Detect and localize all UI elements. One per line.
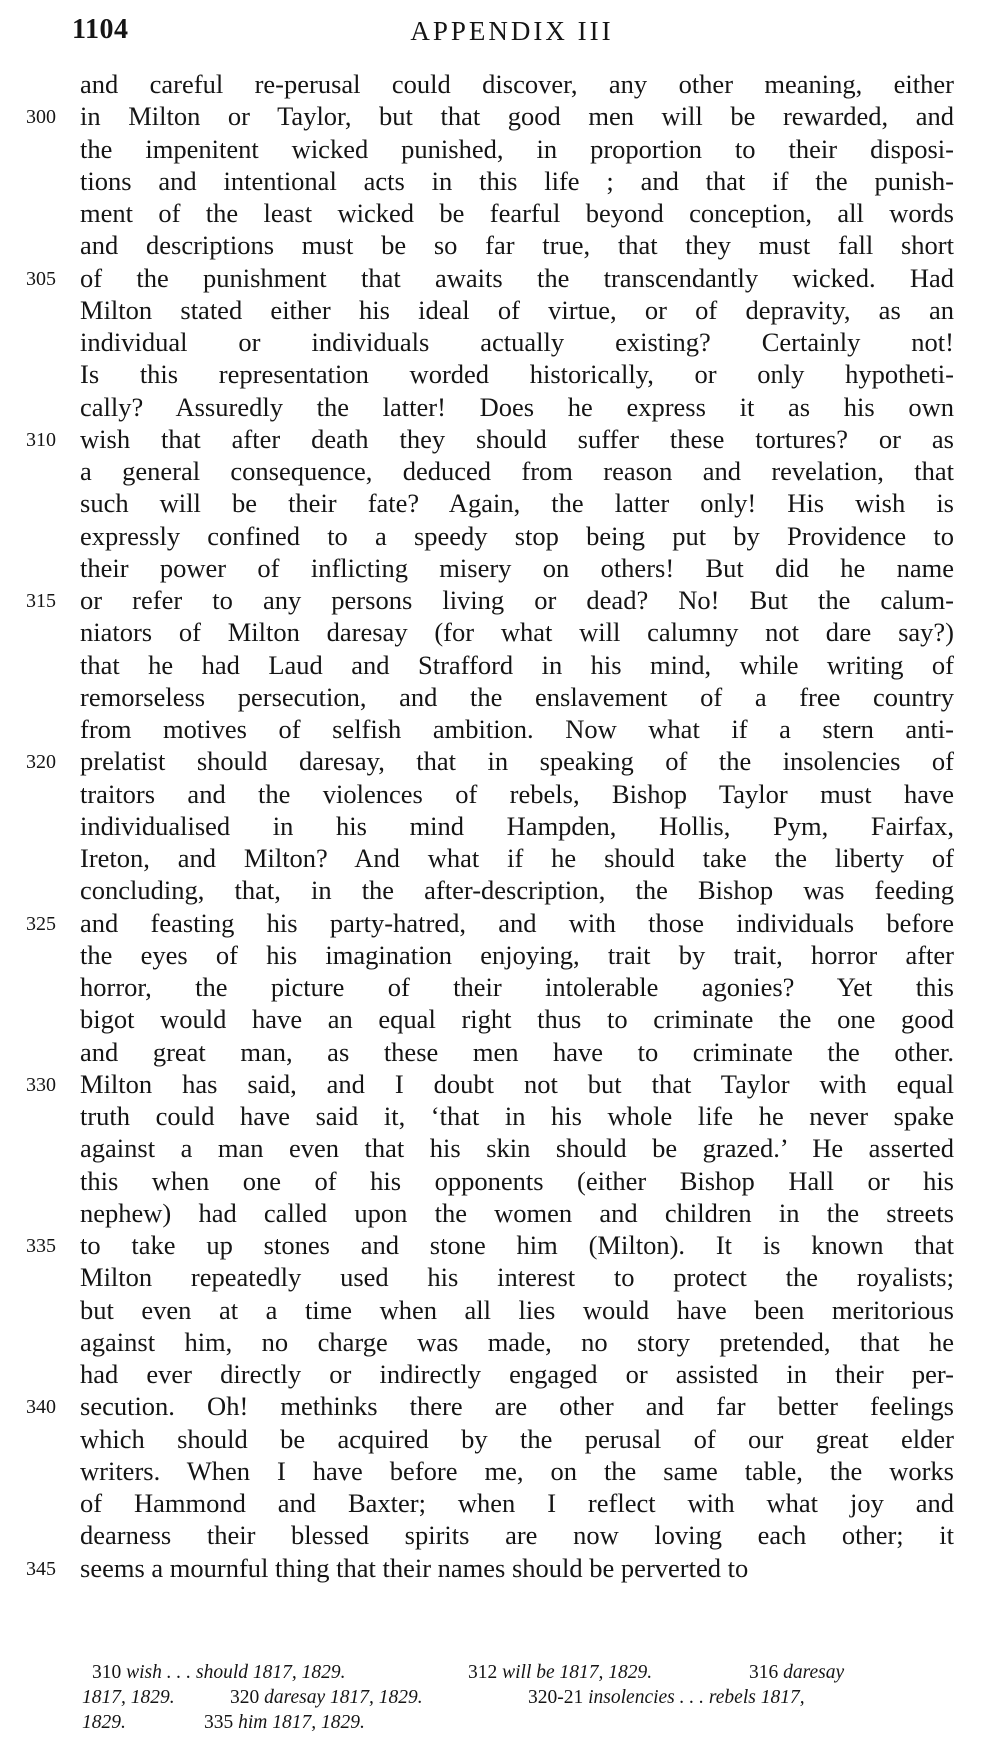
- note-320: 320 daresay 1817, 1829.: [230, 1687, 423, 1708]
- line-text: and feasting his party-hatred, and with those individuals before: [80, 907, 954, 938]
- line-text: writers. When I have before me, on the same table, the works: [80, 1455, 954, 1486]
- text-line: [80, 939, 954, 971]
- text-line: [80, 1423, 954, 1455]
- text-line: [26, 1229, 954, 1261]
- text-line: [80, 1100, 954, 1132]
- line-text: against a man even that his skin should be grazed.’ He asserted: [80, 1133, 954, 1164]
- line-text: and great man, as these men have to criminate the other.: [80, 1036, 954, 1067]
- text-line: [26, 584, 954, 616]
- running-head: APPENDIX III: [410, 16, 614, 46]
- line-number: 340: [26, 1396, 56, 1419]
- text-line: [80, 391, 954, 423]
- line-text: secution. Oh! methinks there are other and far better feelings: [80, 1391, 954, 1422]
- text-line: [26, 1068, 954, 1100]
- text-line: [80, 133, 954, 165]
- text-line: [26, 1390, 954, 1422]
- page-number: 1104: [72, 14, 129, 45]
- line-text: Milton repeatedly used his interest to protect the royalists;: [80, 1262, 954, 1293]
- note-335: 335 him 1817, 1829.: [204, 1712, 365, 1733]
- text-line: [80, 1036, 954, 1068]
- text-line: [80, 874, 954, 906]
- line-text: or refer to any persons living or dead? No! But the calum-: [80, 585, 954, 615]
- text-line: [80, 1487, 954, 1519]
- line-text: the impenitent wicked punished, in proportion to their disposi-: [80, 133, 954, 164]
- note-row: [92, 1660, 952, 1685]
- line-text: cally? Assuredly the latter! Does he express it as his own: [80, 391, 954, 422]
- text-line: [80, 713, 954, 745]
- line-text: this when one of his opponents (either Bishop Hall or his: [80, 1165, 954, 1196]
- text-line: [80, 197, 954, 229]
- text-line: [80, 1294, 954, 1326]
- line-text: which should be acquired by the perusal of our great elder: [80, 1423, 954, 1454]
- line-text: concluding, that, in the after-description, the Bishop was feeding: [80, 875, 954, 906]
- line-text: a general consequence, deduced from reason and revelation, that: [80, 456, 954, 486]
- text-line: [26, 423, 954, 455]
- line-number: 325: [26, 912, 56, 935]
- text-line: [80, 552, 954, 584]
- line-text: remorseless persecution, and the enslavement of a free country: [80, 681, 954, 712]
- note-316: 316 daresay: [749, 1662, 845, 1683]
- text-line: [80, 1519, 954, 1551]
- line-text: traitors and the violences of rebels, Bishop Taylor must have: [80, 778, 954, 809]
- text-line: [80, 616, 954, 648]
- line-text: their power of inflicting misery on others! But did he name: [80, 552, 954, 583]
- note-316-cont: 1817, 1829.: [82, 1687, 175, 1708]
- line-text: nephew) had called upon the women and children in the streets: [80, 1197, 954, 1228]
- line-number: 305: [26, 267, 56, 290]
- line-number: 310: [26, 428, 56, 451]
- text-line: [26, 1552, 954, 1584]
- note-312: 312 will be 1817, 1829.: [468, 1662, 653, 1683]
- text-line: [80, 810, 954, 842]
- text-line: [26, 907, 954, 939]
- text-line: [80, 1003, 954, 1035]
- line-text: of the punishment that awaits the transcendantly wicked. Had: [80, 262, 954, 293]
- text-line: [80, 971, 954, 1003]
- note-row: [82, 1710, 952, 1735]
- text-line: [80, 487, 954, 519]
- text-line: [80, 165, 954, 197]
- line-text: that he had Laud and Strafford in his mind, while writing of: [80, 649, 954, 680]
- note-320-21-cont: 1829.: [82, 1712, 126, 1733]
- text-line: [80, 68, 954, 100]
- line-text: and careful re-perusal could discover, any other meaning, either: [80, 69, 954, 99]
- page-header: [72, 14, 952, 54]
- text-line: [80, 520, 954, 552]
- text-line: [80, 649, 954, 681]
- text-line: [80, 1326, 954, 1358]
- line-text: ment of the least wicked be fearful beyond conception, all words: [80, 198, 954, 228]
- text-line: [26, 745, 954, 777]
- line-text: individual or individuals actually existing? Certainly not!: [80, 327, 954, 357]
- line-text: the eyes of his imagination enjoying, trait by trait, horror after: [80, 939, 954, 970]
- textual-notes: [82, 1660, 952, 1735]
- text-line: [80, 229, 954, 261]
- text-line: [80, 681, 954, 713]
- text-line: [80, 455, 954, 487]
- line-text: bigot would have an equal right thus to criminate the one good: [80, 1004, 954, 1035]
- line-number: 300: [26, 106, 56, 129]
- line-number: 315: [26, 590, 56, 612]
- line-number: 330: [26, 1073, 56, 1096]
- line-text: seems a mournful thing that their names should be perverted to: [80, 1552, 749, 1583]
- line-text: in Milton or Taylor, but that good men will be rewarded, and: [80, 101, 954, 132]
- line-text: wish that after death they should suffer these tortures? or as: [80, 423, 954, 454]
- body-text: [26, 68, 954, 1584]
- line-number: 335: [26, 1235, 56, 1257]
- text-line: [80, 842, 954, 874]
- line-text: Milton has said, and I doubt not but that Taylor with equal: [80, 1068, 954, 1099]
- text-line: [80, 1358, 954, 1390]
- line-text: individualised in his mind Hampden, Hollis, Pym, Fairfax,: [80, 810, 954, 841]
- text-line: [80, 1261, 954, 1293]
- note-310: 310 wish . . . should 1817, 1829.: [92, 1662, 346, 1683]
- line-text: such will be their fate? Again, the latter only! His wish is: [80, 488, 954, 519]
- line-text: and descriptions must be so far true, that they must fall short: [80, 230, 954, 261]
- text-line: [80, 1197, 954, 1229]
- line-text: to take up stones and stone him (Milton). It is known that: [80, 1230, 954, 1260]
- text-line: [80, 358, 954, 390]
- line-text: against him, no charge was made, no story pretended, that he: [80, 1326, 954, 1357]
- note-320-21: 320-21 insolencies . . . rebels 1817,: [528, 1687, 805, 1708]
- line-text: Milton stated either his ideal of virtue, or of depravity, as an: [80, 294, 954, 325]
- text-line: [80, 1132, 954, 1164]
- line-text: of Hammond and Baxter; when I reflect with what joy and: [80, 1488, 954, 1518]
- line-text: tions and intentional acts in this life ; and that if the punish-: [80, 165, 954, 196]
- line-number: 345: [26, 1557, 56, 1580]
- text-line: [80, 1165, 954, 1197]
- text-line: [80, 294, 954, 326]
- note-row: [82, 1685, 952, 1710]
- text-line: [80, 778, 954, 810]
- line-text: Ireton, and Milton? And what if he should take the liberty of: [80, 843, 954, 873]
- line-text: expressly confined to a speedy stop being put by Providence to: [80, 520, 954, 551]
- line-text: but even at a time when all lies would have been meritorious: [80, 1294, 954, 1325]
- line-text: had ever directly or indirectly engaged or assisted in their per-: [80, 1359, 954, 1389]
- text-line: [26, 100, 954, 132]
- text-line: [80, 326, 954, 358]
- line-text: horror, the picture of their intolerable agonies? Yet this: [80, 972, 954, 1002]
- line-text: truth could have said it, ‘that in his whole life he never spake: [80, 1101, 954, 1131]
- line-text: prelatist should daresay, that in speaking of the insolencies of: [80, 746, 954, 777]
- line-number: 320: [26, 751, 56, 774]
- line-text: from motives of selfish ambition. Now what if a stern anti-: [80, 714, 954, 744]
- line-text: niators of Milton daresay (for what will calumny not dare say?): [80, 617, 954, 648]
- line-text: dearness their blessed spirits are now loving each other; it: [80, 1520, 954, 1551]
- text-line: [80, 1455, 954, 1487]
- text-line: [26, 262, 954, 294]
- line-text: Is this representation worded historically, or only hypotheti-: [80, 359, 954, 390]
